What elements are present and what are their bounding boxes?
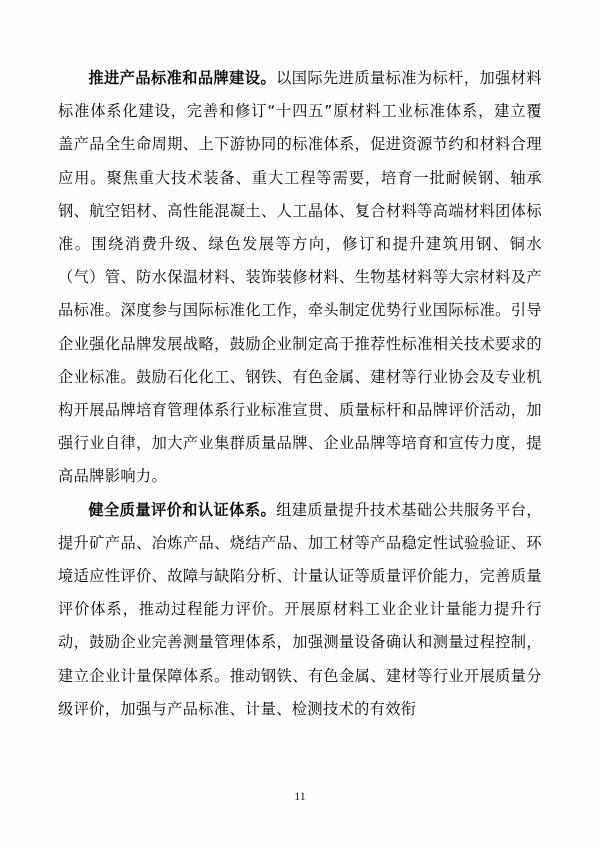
paragraph-quality-evaluation-certification	[58, 494, 542, 726]
paragraph-text: 组建质量提升技术基础公共服务平台，提升矿产品、冶炼产品、烧结产品、加工材等产品稳定性试验验证、环境适应性评价、故障与缺陷分析、计量认证等质量评价能力，完善质量评价体系，推动过程能力评价。开展原材料工业企业计量能力提升行动，鼓励企业完善测量管理体系，加强测量设备确认和测量过程控制，建立企业计量保障体系。推动钢铁、有色金属、建材等行业开展质量分级评价，加强与产品标准、计量、检测技术的有效衔	[58, 500, 542, 718]
paragraph-lead-heading: 健全质量评价和认证体系。	[88, 500, 277, 519]
document-body	[58, 62, 542, 726]
paragraph-text: 以国际先进质量标准为标杆，加强材料标准体系化建设，完善和修订“十四五”原材料工业标准体系，建立覆盖产品全生命周期、上下游协同的标准体系，促进资源节约和材料合理应用。聚焦重大技术装备、重大工程等需要，培育一批耐候钢、轴承钢、航空铝材、高性能混凝土、人工晶体、复合材料等高端材料团体标准。围绕消费升级、绿色发展等方向，修订和提升建筑用钢、铜水（气）管、防水保温材料、装饰装修材料、生物基材料等大宗材料及产品标准。深度参与国际标准化工作，牵头制定优势行业国际标准。引导企业强化品牌发展战略，鼓励企业制定高于推荐性标准相关技术要求的企业标准。鼓励石化化工、钢铁、有色金属、建材等行业协会及专业机构开展品牌培育管理体系行业标准宣贯、质量标杆和品牌评价活动，加强行业自律，加大产业集群质量品牌、企业品牌等培育和宣传力度，提高品牌影响力。	[58, 69, 542, 486]
paragraph-product-standards-brand	[58, 62, 542, 494]
page-number: 11	[294, 789, 306, 803]
paragraph-lead-heading: 推进产品标准和品牌建设。	[88, 69, 277, 87]
